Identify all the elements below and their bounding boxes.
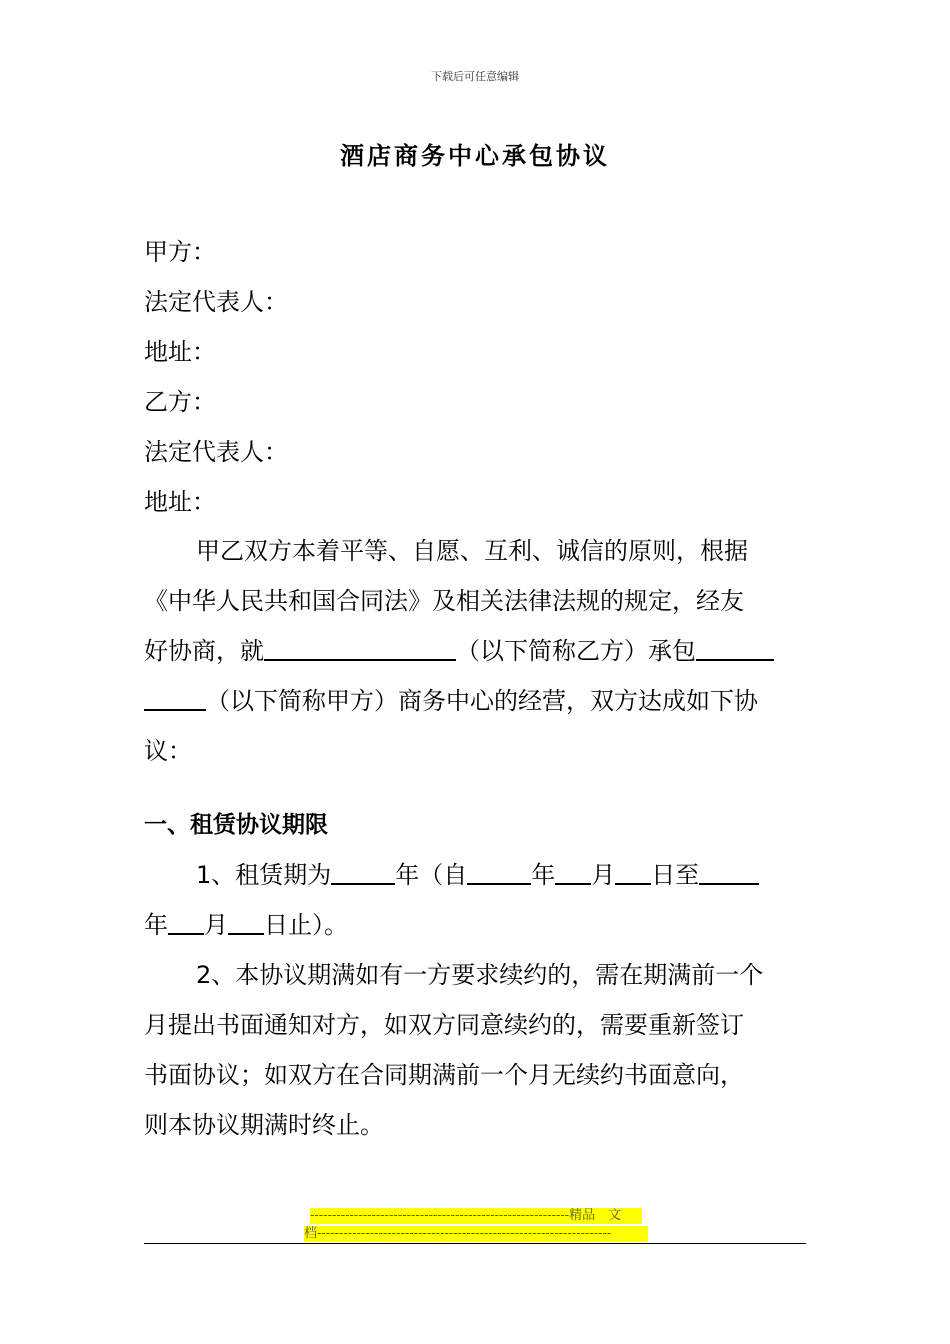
term-item-line-1 [144,850,806,900]
renewal-line-3: 书面协议；如双方在合同期满前一个月无续约书面意向， [144,1061,744,1089]
renewal-line-1: 2、本协议期满如有一方要求续约的，需在期满前一个 [196,961,764,989]
blank-field[interactable] [555,861,591,885]
term-text: 1、租赁期为 [196,861,332,889]
blank-field[interactable] [696,637,774,661]
blank-field[interactable] [228,911,264,935]
preamble-paragraph [144,526,806,776]
blank-field[interactable] [699,861,759,885]
section-heading: 一、租赁协议期限 [144,812,328,838]
renewal-line-2: 月提出书面通知对方，如双方同意续约的，需要重新签订 [144,1011,744,1039]
footer-watermark-line-1: -----------------------------------------------------------精品 文 [310,1208,642,1224]
preamble-text: （以下简称甲方）商务中心的经营，双方达成如下协 [206,687,758,715]
preamble-line-1: 甲乙双方本着平等、自愿、互利、诚信的原则，根据 [196,537,748,565]
preamble-line-4 [144,676,806,726]
preamble-line-5: 议： [144,737,192,765]
blank-field[interactable] [331,861,395,885]
preamble-line-3 [144,626,806,676]
section1-body [144,850,806,1150]
address-b-label: 地址： [144,488,216,516]
term-text: 年 [531,861,556,889]
address-a-label: 地址： [144,338,216,366]
preamble-text: 好协商，就 [144,637,264,665]
term-item-line-2 [144,900,806,950]
footer-watermark-line-2: 档------------------------------------------------------------------- [304,1226,648,1242]
blank-field[interactable] [467,861,531,885]
term-text: 月 [204,911,228,939]
party-b-label: 乙方： [144,388,216,416]
legal-rep-a-label: 法定代表人： [144,288,288,316]
blank-field[interactable] [168,911,204,935]
term-text: 日止）。 [264,911,348,939]
legal-rep-b-label: 法定代表人： [144,438,288,466]
term-text: 月 [591,861,616,889]
footer-divider [144,1243,806,1244]
term-text: 年（自 [395,861,468,889]
header-note: 下载后可任意编辑 [431,70,519,83]
blank-field[interactable] [144,687,206,711]
party-a-label: 甲方： [144,238,216,266]
renewal-line-4: 则本协议期满时终止。 [144,1111,384,1139]
page-title: 酒店商务中心承包协议 [340,142,610,170]
preamble-text: （以下简称乙方）承包 [456,637,696,665]
blank-field[interactable] [264,637,456,661]
term-text: 年 [144,911,168,939]
blank-field[interactable] [615,861,651,885]
preamble-line-2: 《中华人民共和国合同法》及相关法律法规的规定，经友 [144,587,744,615]
term-text: 日至 [651,861,700,889]
